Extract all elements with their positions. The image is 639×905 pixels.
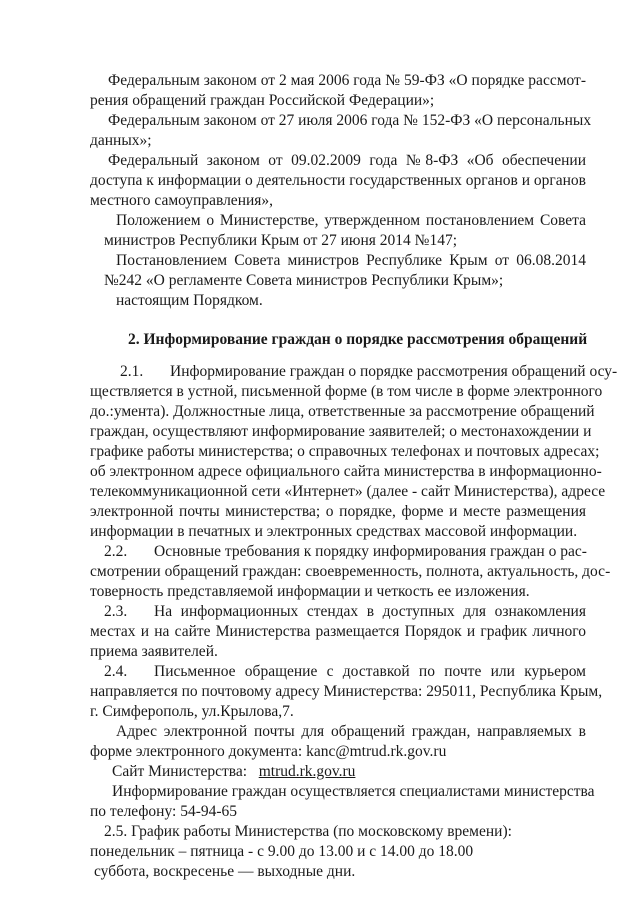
p2-4-line-1: Письменное обращение с доставкой по почте или курьером <box>154 663 586 680</box>
regulation-line-1: Положением о Министерстве, утвержденном постановлением Совета <box>116 212 586 229</box>
law-152-line-1: Федеральным законом от 27 июля 2006 года № 152-ФЗ «О персональных <box>108 112 592 129</box>
p2-3-line-1: На информационных стендах в доступных для ознакомления <box>154 603 586 620</box>
p2-1-number: 2.1. <box>120 363 144 380</box>
p2-1-line-2: ществляется в устной, письменной форме (в том числе в форме электронного <box>90 383 603 400</box>
p2-4-line-2: направляется по почтовому адресу Министерства: 295011, Республика Крым, <box>90 683 603 700</box>
law-8-line-1: Федеральный законом от 09.02.2009 года №8-ФЗ «Об обеспечении <box>108 152 586 169</box>
phone-line-2: по телефону: 54-94-65 <box>90 803 238 820</box>
site-line <box>112 763 355 781</box>
resolution-line-1: Постановлением Совета министров Республике Крым от 06.08.2014 <box>116 252 586 269</box>
p2-1-line-5: графике работы министерства; о справочных телефонах и почтовых адресах; <box>90 443 600 460</box>
phone-line-1: Информирование граждан осуществляется специалистами министерства <box>112 783 595 800</box>
p2-1-line-4: граждан, осуществляют информирование заявителей; о местонахождении и <box>90 423 592 440</box>
p2-1-line-3: до.:умента). Должностные лица, ответственные за рассмотрение обращений <box>90 403 595 420</box>
p2-2-line-3: товерность представляемой информации и четкость ее изложения. <box>90 583 530 600</box>
law-59-line-2: рения обращений граждан Российской Федерации»; <box>90 92 435 109</box>
regulation-line-2: министров Республики Крым от 27 июня 2014 №147; <box>104 232 458 249</box>
law-8-line-3: местного самоуправления», <box>90 192 274 209</box>
p2-3-number: 2.3. <box>104 603 128 620</box>
p2-1-line-6: об электронном адресе официального сайта министерства в информационно- <box>90 463 602 480</box>
p2-3-line-2: местах и на сайте Министерства размещается Порядок и график личного <box>90 623 586 640</box>
resolution-line-2: №242 «О регламенте Совета министров Республики Крым»; <box>104 272 504 289</box>
schedule-heading: 2.5. График работы Министерства (по московскому времени): <box>104 823 512 840</box>
site-link[interactable]: mtrud.rk.gov.ru <box>258 763 356 780</box>
p2-4-number: 2.4. <box>104 663 128 680</box>
p2-3-line-3: приема заявителей. <box>90 643 218 660</box>
site-label: Сайт Министерства: <box>112 763 248 780</box>
p2-2-line-2: смотрении обращений граждан: своевременность, полнота, актуальность, дос- <box>90 563 611 580</box>
p2-1-line-9: информации в печатных и электронных средствах массовой информации. <box>90 523 578 540</box>
law-59-line-1: Федеральным законом от 2 мая 2006 года № 59-ФЗ «О порядке рассмот- <box>108 72 586 89</box>
law-152-line-2: данных»; <box>90 132 152 149</box>
this-order-line: настоящим Порядком. <box>116 292 263 309</box>
p2-1-line-8: электронной почты министерства; о порядке, форме и месте размещения <box>90 503 586 520</box>
law-8-line-2: доступа к информации о деятельности государственных органов и органов <box>90 172 586 189</box>
p2-4-line-3: г. Симферополь, ул.Крылова,7. <box>90 703 294 720</box>
p2-2-number: 2.2. <box>104 543 128 560</box>
p2-2-line-1: Основные требования к порядку информирования граждан о рас- <box>154 543 587 560</box>
p2-1-line-7: телекоммуникационной сети «Интернет» (далее - сайт Министерства), адресе <box>90 483 606 500</box>
email-line-1: Адрес электронной почты для обращений граждан, направляемых в <box>116 723 586 740</box>
p2-1-line-1: Информирование граждан о порядке рассмотрения обращений осу- <box>170 363 618 380</box>
section-heading: 2. Информирование граждан о порядке рассмотрения обращений <box>128 331 588 348</box>
schedule-weekdays: понедельник – пятница - с 9.00 до 13.00 и с 14.00 до 18.00 <box>90 843 474 860</box>
schedule-weekend: суббота, воскресенье — выходные дни. <box>94 863 356 880</box>
email-line-2: форме электронного документа: kanc@mtrud.rk.gov.ru <box>90 743 447 760</box>
